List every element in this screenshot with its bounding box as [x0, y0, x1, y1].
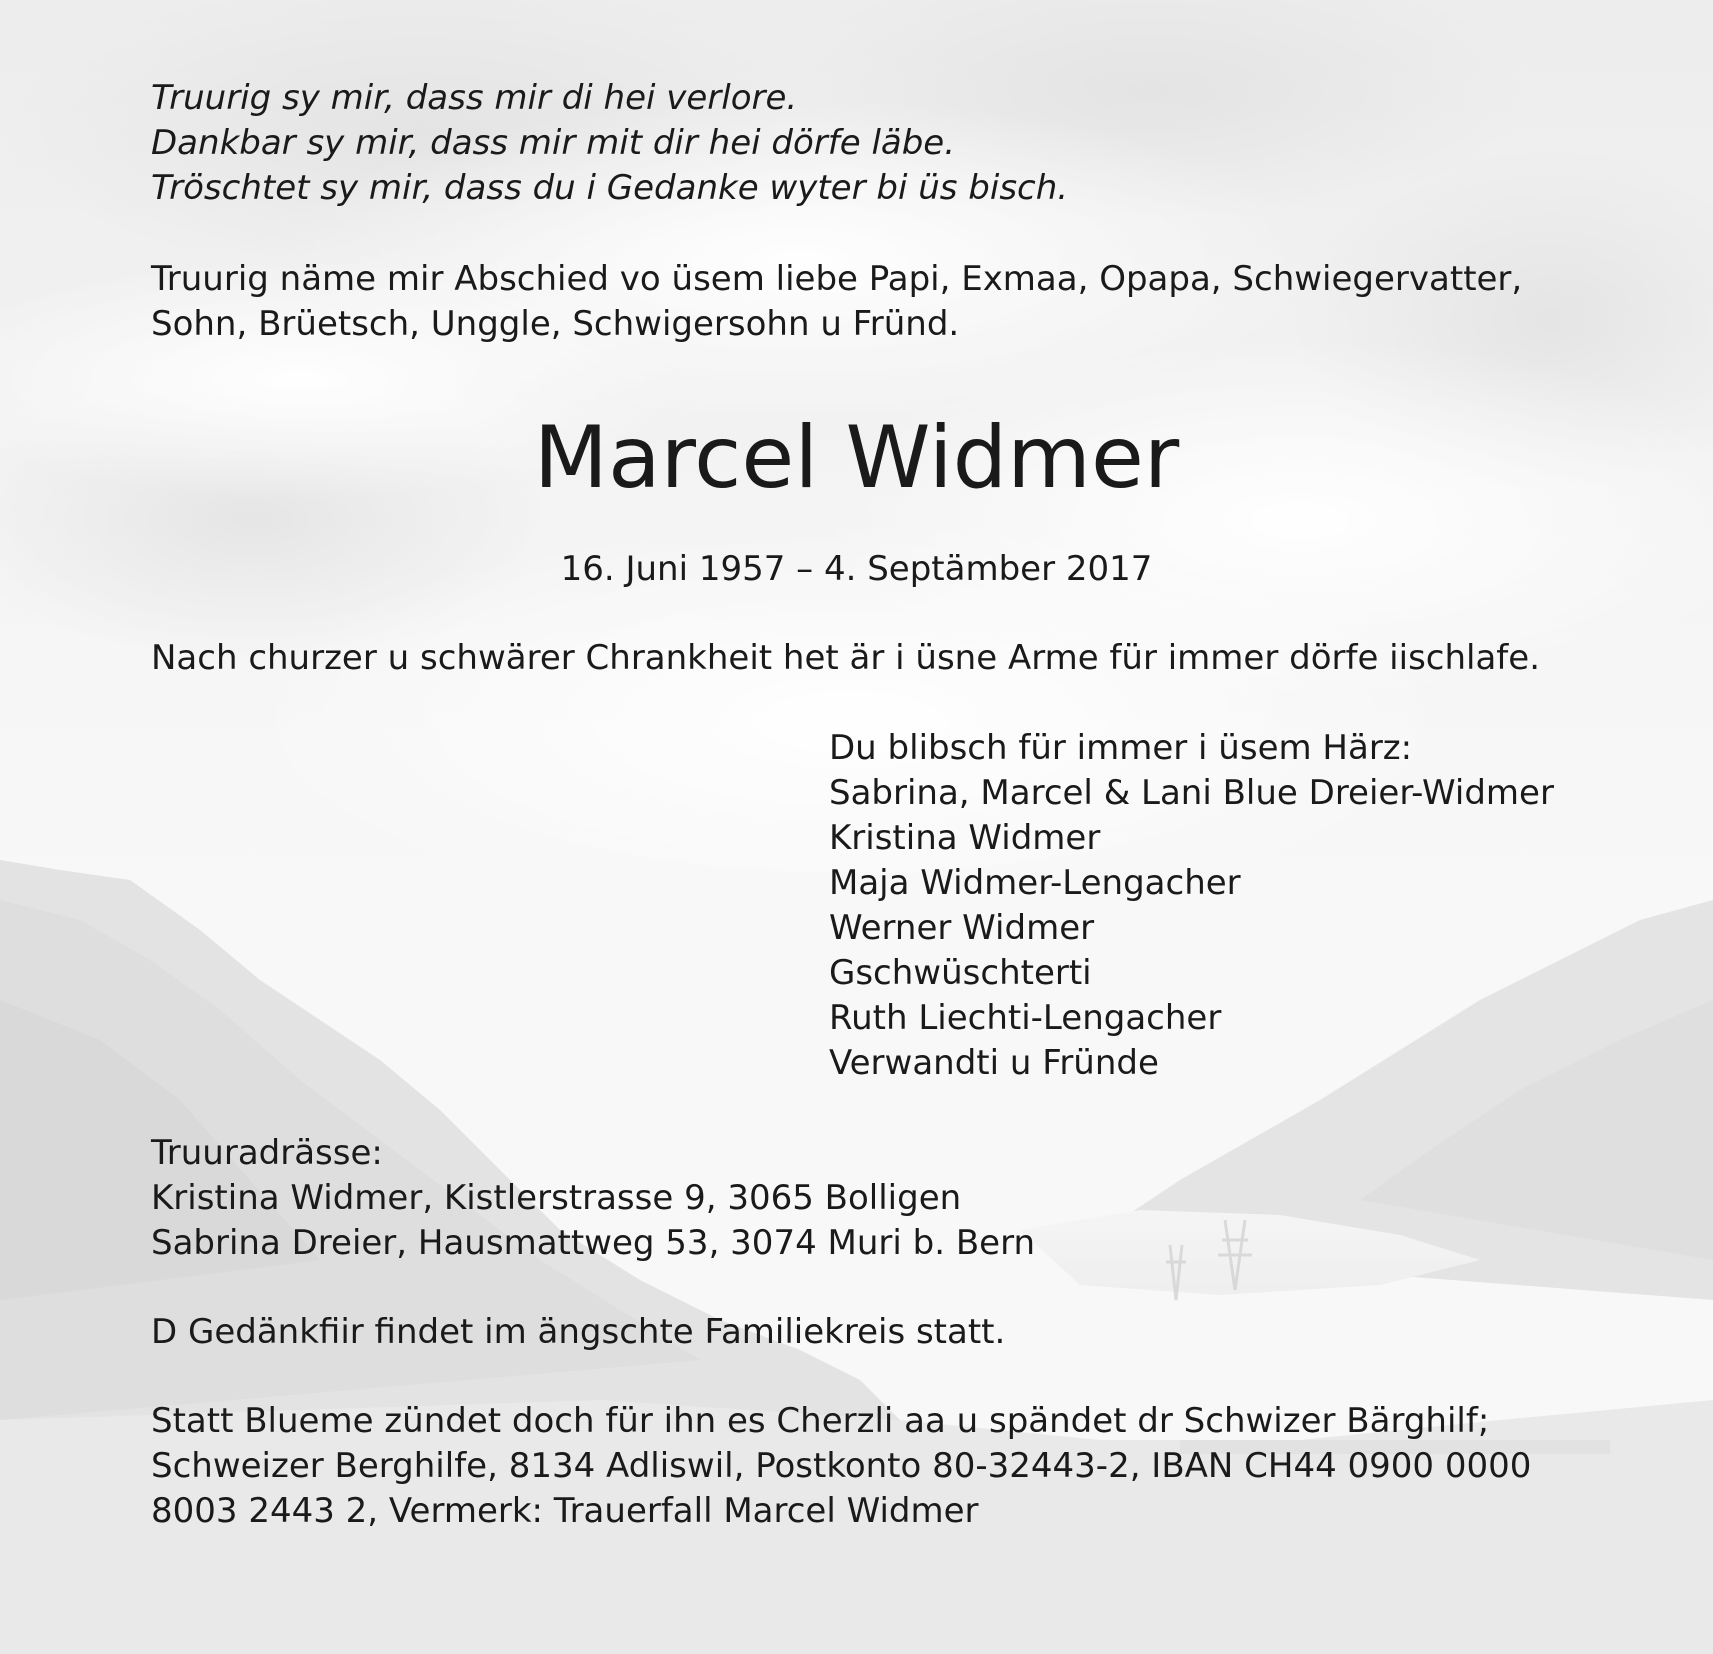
family-member: Verwandti u Fründe	[829, 1043, 1159, 1083]
verse	[151, 76, 1068, 211]
address-line: Sabrina Dreier, Hausmattweg 53, 3074 Muri b. Bern	[151, 1223, 1035, 1263]
family-member: Sabrina, Marcel & Lani Blue Dreier-Widmer	[829, 773, 1554, 813]
family-list	[829, 726, 1554, 1086]
illness-text: Nach churzer u schwärer Chrankheit het är i üsne Arme für immer dörfe iischlafe.	[151, 638, 1541, 678]
verse-line: Dankbar sy mir, dass mir mit dir hei dörfe läbe.	[151, 123, 956, 163]
donation-info	[151, 1399, 1531, 1534]
address-line: Kristina Widmer, Kistlerstrasse 9, 3065 Bolligen	[151, 1178, 962, 1218]
intro-paragraph	[151, 257, 1522, 347]
deceased-name: Marcel Widmer	[533, 408, 1180, 508]
verse-line: Truurig sy mir, dass mir di hei verlore.	[151, 78, 798, 118]
mourning-address	[151, 1131, 1035, 1266]
family-member: Maja Widmer-Lengacher	[829, 863, 1241, 903]
intro-line: Sohn, Brüetsch, Unggle, Schwigersohn u Fründ.	[151, 304, 960, 344]
family-member: Werner Widmer	[829, 908, 1095, 948]
ceremony-text: D Gedänkfiir findet im ängschte Familiekreis statt.	[151, 1312, 1006, 1352]
verse-line: Tröschtet sy mir, dass du i Gedanke wyter bi üs bisch.	[151, 168, 1069, 208]
donation-line: Schweizer Berghilfe, 8134 Adliswil, Postkonto 80-32443-2, IBAN CH44 0900 0000	[151, 1446, 1532, 1486]
address-heading: Truuradrässe:	[151, 1133, 383, 1173]
family-member: Ruth Liechti-Lengacher	[829, 998, 1222, 1038]
intro-line: Truurig näme mir Abschied vo üsem liebe Papi, Exmaa, Opapa, Schwiegervatter,	[151, 259, 1523, 299]
donation-line: Statt Blueme zündet doch für ihn es Cherzli aa u spändet dr Schwizer Bärghilf;	[151, 1401, 1490, 1441]
donation-line: 8003 2443 2, Vermerk: Trauerfall Marcel Widmer	[151, 1491, 979, 1531]
family-member: Kristina Widmer	[829, 818, 1101, 858]
family-member: Gschwüschterti	[829, 953, 1092, 993]
family-heading: Du blibsch für immer i üsem Härz:	[829, 728, 1413, 768]
life-dates: 16. Juni 1957 – 4. Septämber 2017	[560, 549, 1153, 589]
